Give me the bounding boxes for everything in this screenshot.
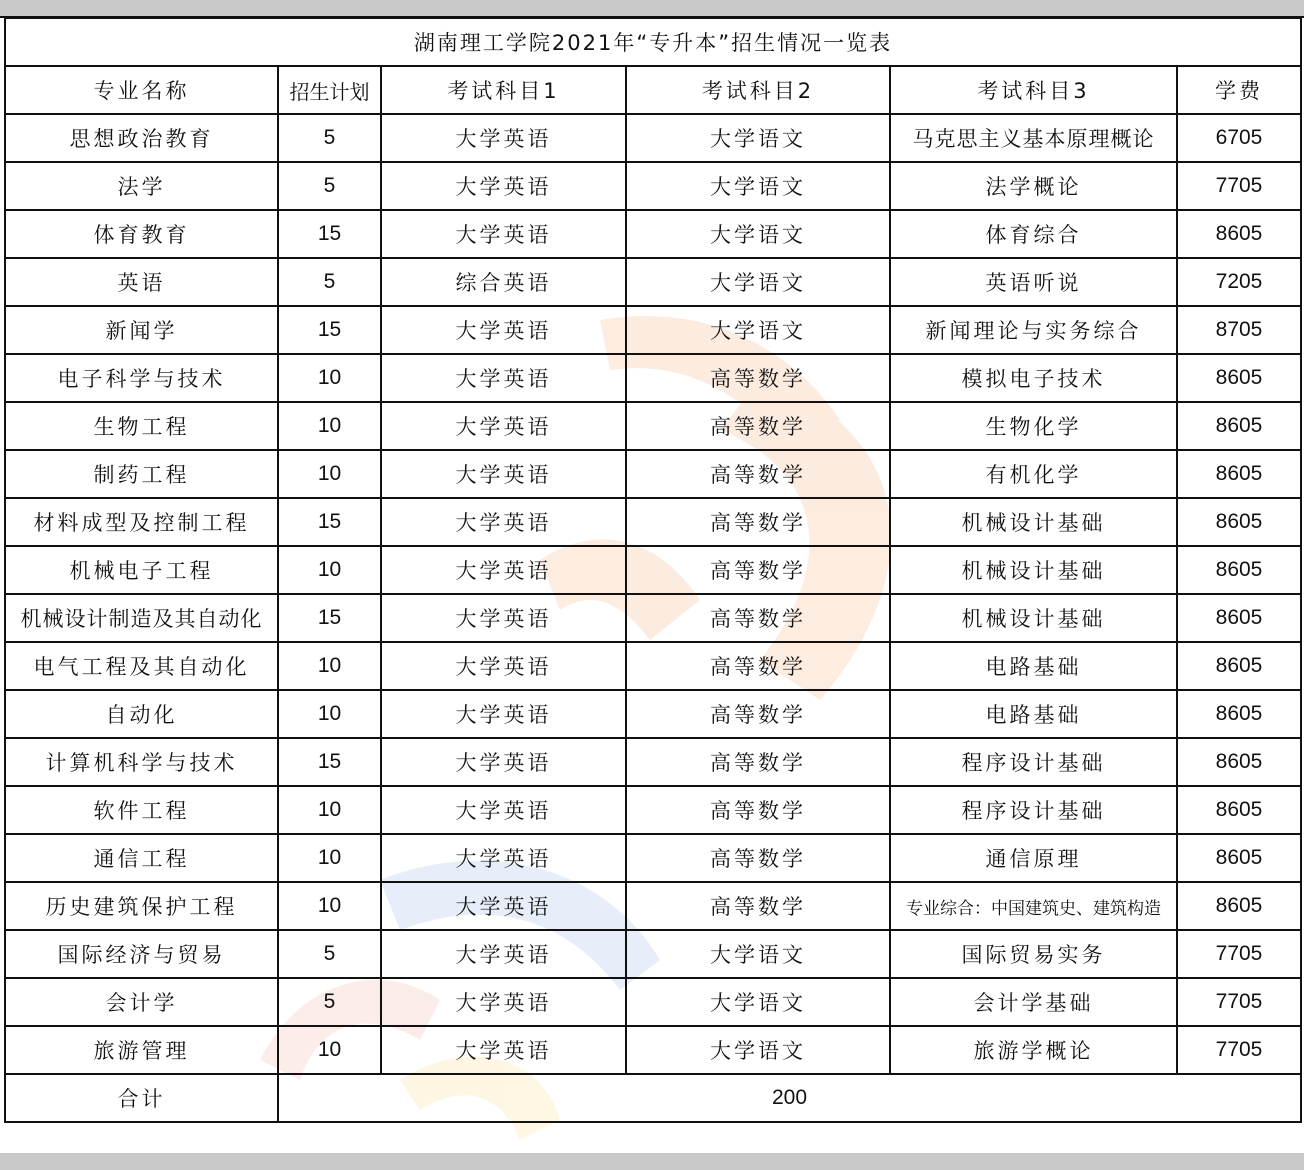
header-subject2: 考试科目2	[626, 66, 890, 114]
cell-subject3: 电路基础	[890, 642, 1177, 690]
cell-plan: 5	[278, 258, 381, 306]
cell-major: 电子科学与技术	[5, 354, 278, 402]
cell-tuition: 8605	[1177, 786, 1301, 834]
table-row	[5, 690, 1301, 738]
cell-subject2: 大学语文	[626, 258, 890, 306]
cell-plan: 10	[278, 354, 381, 402]
table-row	[5, 402, 1301, 450]
cell-subject3: 英语听说	[890, 258, 1177, 306]
cell-major: 自动化	[5, 690, 278, 738]
table-row	[5, 210, 1301, 258]
cell-plan: 10	[278, 546, 381, 594]
cell-tuition: 8605	[1177, 690, 1301, 738]
cell-subject1: 大学英语	[381, 1026, 626, 1074]
cell-subject2: 高等数学	[626, 546, 890, 594]
total-row	[5, 1074, 1301, 1122]
cell-subject2: 高等数学	[626, 642, 890, 690]
cell-major: 机械设计制造及其自动化	[5, 594, 278, 642]
cell-subject3: 机械设计基础	[890, 498, 1177, 546]
table-row	[5, 306, 1301, 354]
total-value: 200	[278, 1074, 1301, 1122]
table-row	[5, 162, 1301, 210]
cell-tuition: 8605	[1177, 354, 1301, 402]
top-gray-band	[0, 0, 1304, 18]
cell-tuition: 8605	[1177, 402, 1301, 450]
cell-plan: 15	[278, 594, 381, 642]
cell-major: 旅游管理	[5, 1026, 278, 1074]
cell-subject3: 程序设计基础	[890, 786, 1177, 834]
cell-subject2: 大学语文	[626, 162, 890, 210]
cell-plan: 15	[278, 306, 381, 354]
header-major: 专业名称	[5, 66, 278, 114]
header-plan: 招生计划	[278, 66, 381, 114]
cell-major: 材料成型及控制工程	[5, 498, 278, 546]
cell-subject3: 通信原理	[890, 834, 1177, 882]
bottom-gray-band	[0, 1153, 1304, 1170]
cell-tuition: 7705	[1177, 1026, 1301, 1074]
cell-subject2: 大学语文	[626, 210, 890, 258]
cell-subject2: 高等数学	[626, 498, 890, 546]
cell-tuition: 8605	[1177, 210, 1301, 258]
cell-plan: 10	[278, 834, 381, 882]
cell-subject1: 大学英语	[381, 642, 626, 690]
cell-subject3: 体育综合	[890, 210, 1177, 258]
cell-plan: 10	[278, 402, 381, 450]
cell-plan: 10	[278, 786, 381, 834]
cell-major: 软件工程	[5, 786, 278, 834]
cell-subject3: 马克思主义基本原理概论	[890, 114, 1177, 162]
cell-tuition: 7705	[1177, 978, 1301, 1026]
cell-tuition: 7705	[1177, 930, 1301, 978]
cell-subject3: 法学概论	[890, 162, 1177, 210]
cell-subject1: 大学英语	[381, 882, 626, 930]
cell-plan: 10	[278, 642, 381, 690]
cell-plan: 5	[278, 162, 381, 210]
cell-subject3: 旅游学概论	[890, 1026, 1177, 1074]
table-row	[5, 978, 1301, 1026]
cell-subject2: 高等数学	[626, 402, 890, 450]
enrollment-table	[4, 17, 1302, 1123]
cell-major: 机械电子工程	[5, 546, 278, 594]
cell-subject1: 大学英语	[381, 690, 626, 738]
cell-plan: 10	[278, 450, 381, 498]
cell-subject3: 机械设计基础	[890, 594, 1177, 642]
cell-plan: 5	[278, 114, 381, 162]
cell-subject1: 大学英语	[381, 210, 626, 258]
cell-subject1: 大学英语	[381, 786, 626, 834]
table-row	[5, 498, 1301, 546]
table-row	[5, 114, 1301, 162]
cell-subject1: 大学英语	[381, 450, 626, 498]
cell-subject2: 高等数学	[626, 738, 890, 786]
cell-subject1: 综合英语	[381, 258, 626, 306]
table-title: 湖南理工学院2021年“专升本”招生情况一览表	[5, 18, 1301, 66]
cell-major: 生物工程	[5, 402, 278, 450]
cell-subject3: 国际贸易实务	[890, 930, 1177, 978]
cell-major: 思想政治教育	[5, 114, 278, 162]
cell-tuition: 7205	[1177, 258, 1301, 306]
table-row	[5, 738, 1301, 786]
table-row	[5, 834, 1301, 882]
cell-subject2: 高等数学	[626, 834, 890, 882]
cell-subject2: 大学语文	[626, 978, 890, 1026]
header-subject1: 考试科目1	[381, 66, 626, 114]
cell-tuition: 8605	[1177, 498, 1301, 546]
cell-tuition: 8605	[1177, 546, 1301, 594]
enrollment-table-sheet	[4, 17, 1300, 1123]
cell-subject2: 大学语文	[626, 930, 890, 978]
cell-subject3: 机械设计基础	[890, 546, 1177, 594]
header-tuition: 学费	[1177, 66, 1301, 114]
cell-tuition: 7705	[1177, 162, 1301, 210]
cell-major: 通信工程	[5, 834, 278, 882]
cell-subject1: 大学英语	[381, 402, 626, 450]
header-subject3: 考试科目3	[890, 66, 1177, 114]
cell-subject1: 大学英语	[381, 354, 626, 402]
cell-subject3: 电路基础	[890, 690, 1177, 738]
cell-subject3: 会计学基础	[890, 978, 1177, 1026]
cell-major: 法学	[5, 162, 278, 210]
cell-major: 计算机科学与技术	[5, 738, 278, 786]
cell-major: 制药工程	[5, 450, 278, 498]
table-row	[5, 594, 1301, 642]
cell-subject2: 大学语文	[626, 306, 890, 354]
cell-major: 英语	[5, 258, 278, 306]
table-row	[5, 882, 1301, 930]
cell-subject1: 大学英语	[381, 978, 626, 1026]
cell-subject3: 专业综合：中国建筑史、建筑构造	[890, 882, 1177, 930]
cell-subject2: 高等数学	[626, 354, 890, 402]
cell-tuition: 8605	[1177, 594, 1301, 642]
cell-major: 国际经济与贸易	[5, 930, 278, 978]
table-row	[5, 930, 1301, 978]
cell-major: 会计学	[5, 978, 278, 1026]
table-row	[5, 642, 1301, 690]
cell-subject1: 大学英语	[381, 594, 626, 642]
cell-tuition: 8605	[1177, 450, 1301, 498]
cell-subject3: 新闻理论与实务综合	[890, 306, 1177, 354]
table-row	[5, 786, 1301, 834]
cell-plan: 15	[278, 210, 381, 258]
cell-plan: 10	[278, 690, 381, 738]
cell-subject3: 模拟电子技术	[890, 354, 1177, 402]
cell-subject1: 大学英语	[381, 930, 626, 978]
cell-tuition: 8705	[1177, 306, 1301, 354]
cell-subject2: 高等数学	[626, 882, 890, 930]
cell-plan: 15	[278, 498, 381, 546]
table-row	[5, 1026, 1301, 1074]
cell-plan: 5	[278, 930, 381, 978]
cell-subject2: 高等数学	[626, 786, 890, 834]
cell-subject1: 大学英语	[381, 162, 626, 210]
cell-major: 历史建筑保护工程	[5, 882, 278, 930]
cell-plan: 15	[278, 738, 381, 786]
cell-subject1: 大学英语	[381, 498, 626, 546]
cell-plan: 10	[278, 1026, 381, 1074]
table-row	[5, 354, 1301, 402]
cell-subject2: 高等数学	[626, 450, 890, 498]
cell-plan: 5	[278, 978, 381, 1026]
cell-subject2: 高等数学	[626, 594, 890, 642]
cell-major: 电气工程及其自动化	[5, 642, 278, 690]
table-row	[5, 258, 1301, 306]
cell-tuition: 8605	[1177, 834, 1301, 882]
cell-subject3: 程序设计基础	[890, 738, 1177, 786]
cell-subject2: 高等数学	[626, 690, 890, 738]
cell-plan: 10	[278, 882, 381, 930]
cell-subject2: 大学语文	[626, 1026, 890, 1074]
cell-tuition: 8605	[1177, 882, 1301, 930]
cell-subject2: 大学语文	[626, 114, 890, 162]
cell-major: 新闻学	[5, 306, 278, 354]
cell-tuition: 6705	[1177, 114, 1301, 162]
table-row	[5, 546, 1301, 594]
cell-tuition: 8605	[1177, 642, 1301, 690]
cell-major: 体育教育	[5, 210, 278, 258]
cell-subject1: 大学英语	[381, 306, 626, 354]
cell-subject1: 大学英语	[381, 738, 626, 786]
cell-subject1: 大学英语	[381, 834, 626, 882]
cell-subject3: 生物化学	[890, 402, 1177, 450]
header-row	[5, 66, 1301, 114]
cell-subject1: 大学英语	[381, 114, 626, 162]
table-row	[5, 450, 1301, 498]
total-label: 合计	[5, 1074, 278, 1122]
cell-tuition: 8605	[1177, 738, 1301, 786]
cell-subject1: 大学英语	[381, 546, 626, 594]
cell-subject3: 有机化学	[890, 450, 1177, 498]
